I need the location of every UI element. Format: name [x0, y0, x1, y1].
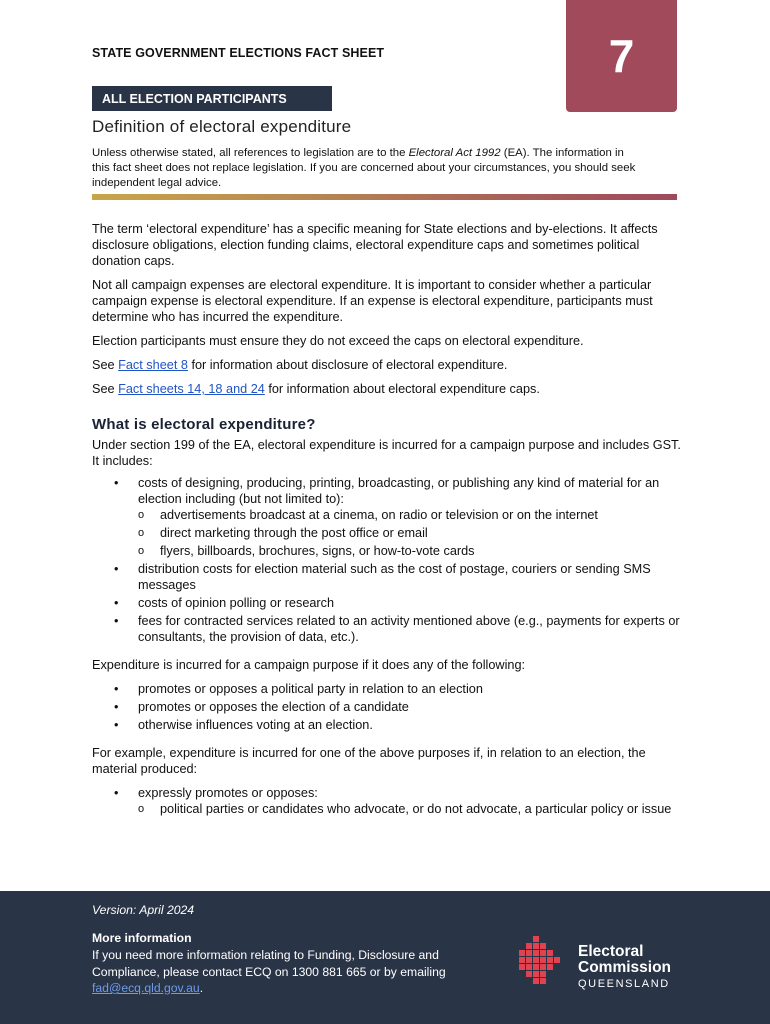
paragraph-example: For example, expenditure is incurred for one of the above purposes if, in relation to an election, the material produced:: [92, 746, 646, 776]
ecq-logo-mark-icon: [518, 936, 570, 991]
example-list: [92, 785, 682, 817]
paragraph-caps: Election participants must ensure they do not exceed the caps on electoral expenditure.: [92, 334, 584, 348]
see-text: See: [92, 358, 119, 372]
more-info-heading: More information: [92, 931, 192, 945]
purpose-list: [92, 681, 682, 733]
email-link[interactable]: fad@ecq.qld.gov.au: [92, 981, 200, 995]
list-item-text: expressly promotes or opposes:: [138, 786, 318, 800]
sub-list-item: o advertisements broadcast at a cinema, on radio or television or on the internet: [138, 507, 682, 523]
section-heading: What is electoral expenditure?: [92, 416, 316, 433]
contact-info: [92, 947, 492, 997]
paragraph-section-199: Under section 199 of the EA, electoral expenditure is incurred for a campaign purpose and includes GST. It includes:: [92, 438, 681, 468]
audience-banner: ALL ELECTION PARTICIPANTS: [92, 86, 332, 111]
logo-line-commission: Commission: [578, 959, 672, 976]
logo-line-queensland: QUEENSLAND: [578, 978, 670, 990]
intro-disclaimer: [92, 146, 637, 191]
footer: [0, 891, 770, 1024]
paragraph-campaign-expenses: Not all campaign expenses are electoral expenditure. It is important to consider whether a particular campaign expense is electoral expenditure. If an expense is electoral expenditure, participants must determine who has incurred the expenditure.: [92, 278, 653, 324]
logo-line-electoral: Electoral: [578, 943, 644, 960]
intro-text-2: (EA). The information in this fact sheet does not replace legislation. If you are concerned about your circumstances, you should seek independent legal advice.: [92, 147, 636, 189]
ecq-logo: [518, 936, 688, 991]
fact-sheet-number-badge: 7: [566, 0, 677, 112]
contact-text: If you need more information relating to Funding, Disclosure and Compliance, please contact ECQ on 1300 881 665 or by emailing: [92, 948, 446, 979]
paragraph-see-disclosure: [92, 357, 682, 373]
paragraph-definition: The term ‘electoral expenditure’ has a specific meaning for State elections and by-elections. It affects disclosure obligations, election funding claims, electoral expenditure caps and sometimes political donation caps.: [92, 222, 658, 268]
paragraph-campaign-purpose: Expenditure is incurred for a campaign purpose if it does any of the following:: [92, 658, 526, 672]
list-item: • costs of opinion polling or research: [92, 595, 682, 611]
list-item: [92, 475, 682, 559]
intro-text-1: Unless otherwise stated, all references to legislation are to the: [92, 147, 409, 159]
list-item: • distribution costs for election material such as the cost of postage, couriers or sending SMS messages: [92, 561, 682, 593]
see-text: See: [92, 382, 119, 396]
example-sublist: [138, 801, 682, 817]
fact-sheet-8-link[interactable]: Fact sheet 8: [118, 358, 188, 372]
fact-sheets-14-18-24-link[interactable]: Fact sheets 14, 18 and 24: [118, 382, 265, 396]
list-item: • promotes or opposes the election of a candidate: [92, 699, 682, 715]
expenditure-list: [92, 475, 682, 645]
version-label: Version: April 2024: [92, 903, 195, 917]
fact-sheet-series-title: STATE GOVERNMENT ELECTIONS FACT SHEET: [92, 46, 385, 60]
see-text: for information about electoral expenditure caps.: [264, 382, 540, 396]
list-item: • promotes or opposes a political party in relation to an election: [92, 681, 682, 697]
intro-act-name: Electoral Act 1992: [408, 147, 501, 159]
contact-text-end: .: [199, 981, 204, 995]
sub-list-item: o political parties or candidates who advocate, or do not advocate, a particular policy or issue: [138, 801, 682, 817]
list-item-text: costs of designing, producing, printing, broadcasting, or publishing any kind of material for an election including (but not limited to):: [138, 476, 660, 506]
material-sublist: [138, 507, 682, 559]
list-item: • fees for contracted services related to an activity mentioned above (e.g., payments for experts or consultants, the provision of data, etc.).: [92, 613, 682, 645]
page-title: Definition of electoral expenditure: [92, 117, 352, 136]
paragraph-see-caps: [92, 381, 682, 397]
see-text: for information about disclosure of electoral expenditure.: [187, 358, 508, 372]
sub-list-item: o direct marketing through the post office or email: [138, 525, 682, 541]
main-content: [92, 221, 682, 825]
sub-list-item: o flyers, billboards, brochures, signs, or how-to-vote cards: [138, 543, 682, 559]
list-item: • otherwise influences voting at an election.: [92, 717, 682, 733]
logo-wordmark: [578, 944, 671, 992]
list-item: [92, 785, 682, 817]
gradient-divider: [92, 194, 677, 200]
